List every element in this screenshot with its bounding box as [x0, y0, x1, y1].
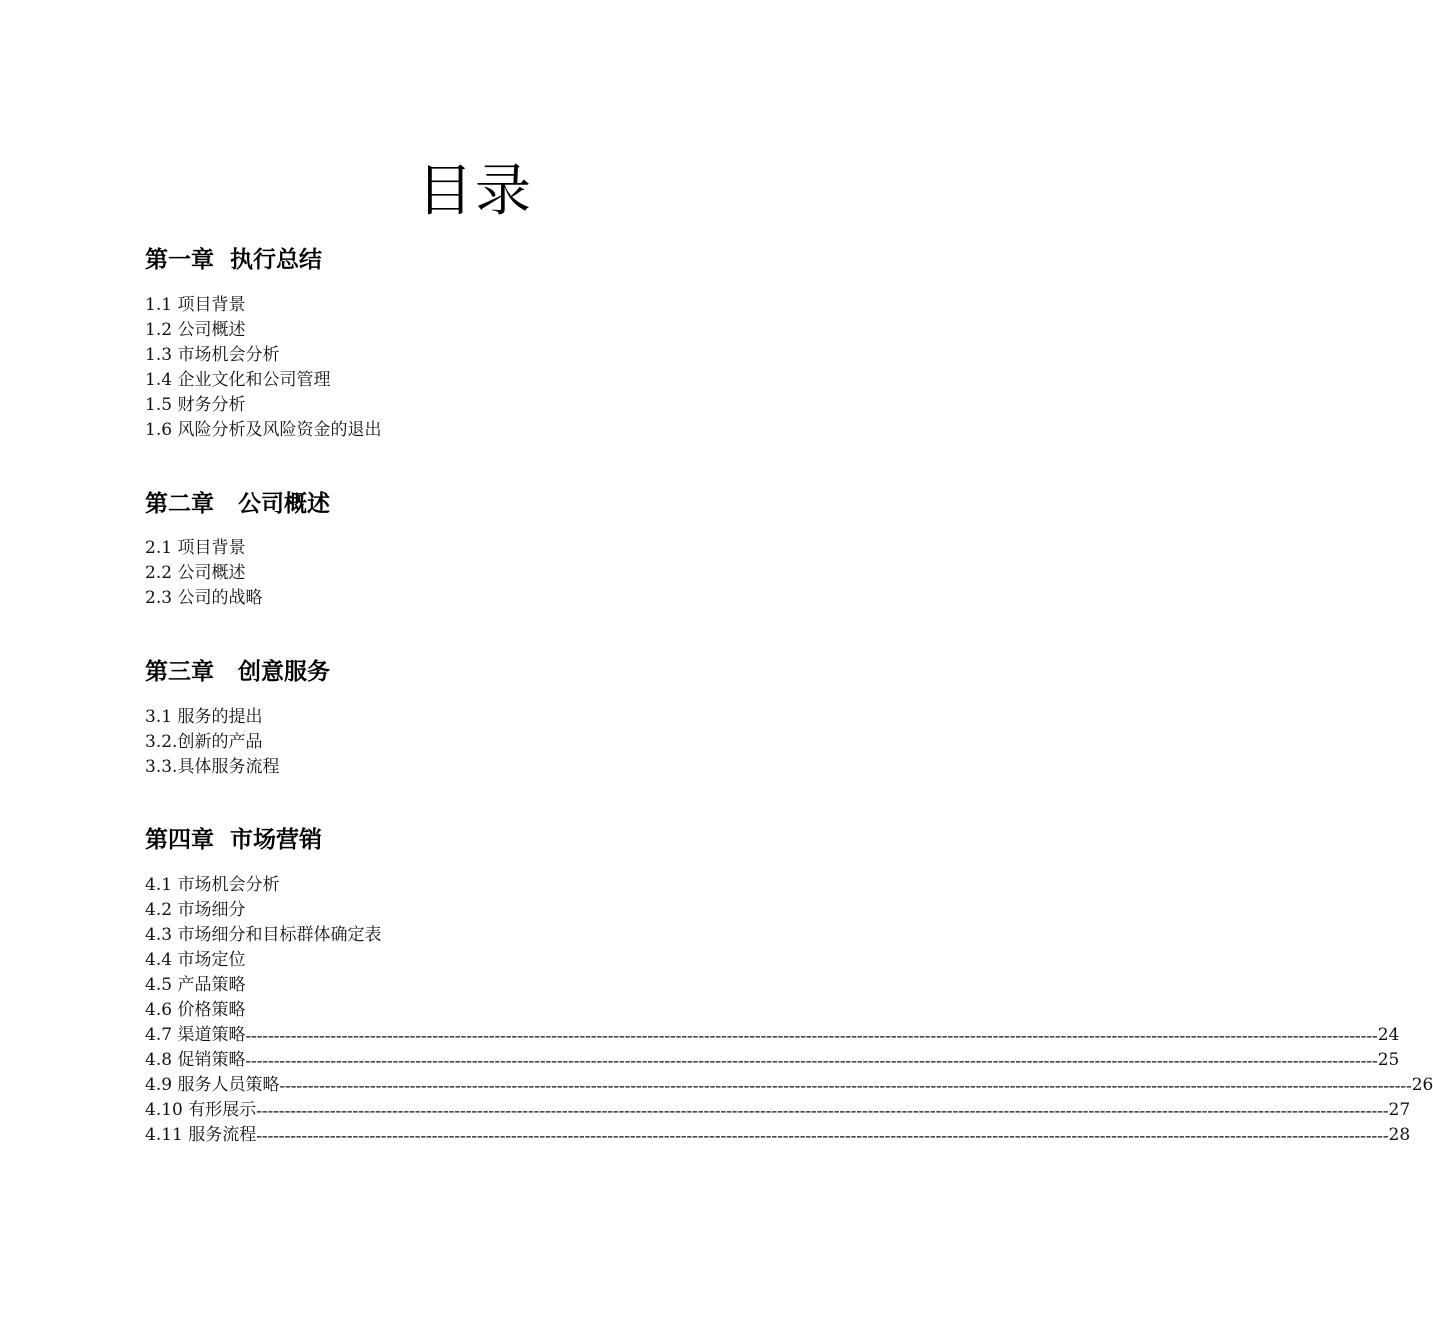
- chapter-items: [145, 293, 381, 443]
- toc-page-number: 25: [1377, 1050, 1400, 1070]
- toc-item[interactable]: 2.3 公司的战略: [145, 588, 263, 608]
- toc-item[interactable]: [145, 1073, 1433, 1098]
- toc-item[interactable]: 4.1 市场机会分析: [145, 875, 280, 895]
- chapter-items: [145, 536, 262, 611]
- toc-item-label: 4.10 有形展示: [145, 1100, 257, 1120]
- toc-item-label: 4.7 渠道策略: [145, 1025, 246, 1045]
- toc-item[interactable]: 3.2.创新的产品: [145, 732, 263, 752]
- chapter-heading: 第四章 市场营销: [145, 827, 323, 853]
- toc-item[interactable]: 1.5 财务分析: [145, 395, 246, 415]
- chapter-heading: 第一章 执行总结: [145, 247, 323, 273]
- toc-page-number: 26: [1411, 1075, 1433, 1095]
- toc-item[interactable]: 1.2 公司概述: [145, 320, 246, 340]
- toc-item[interactable]: [145, 1123, 1411, 1148]
- toc-item-label: 4.11 服务流程: [145, 1125, 257, 1145]
- toc-item[interactable]: 4.4 市场定位: [145, 950, 246, 970]
- chapter-heading: 第二章 公司概述: [145, 491, 331, 517]
- toc-item[interactable]: 1.6 风险分析及风险资金的退出: [145, 420, 382, 440]
- page-title: 目录: [417, 159, 533, 224]
- toc-item[interactable]: 1.4 企业文化和公司管理: [145, 370, 331, 390]
- toc-item[interactable]: 4.3 市场细分和目标群体确定表: [145, 925, 382, 945]
- toc-item[interactable]: 1.3 市场机会分析: [145, 345, 280, 365]
- chapter-items: [145, 705, 279, 780]
- toc-item[interactable]: 3.3.具体服务流程: [145, 757, 280, 777]
- toc-item[interactable]: 2.1 项目背景: [145, 538, 246, 558]
- toc-item[interactable]: 2.2 公司概述: [145, 563, 246, 583]
- toc-page-number: 27: [1388, 1100, 1411, 1120]
- dash-leader: --------------------------------------------------------------------------------------------------------------------------------------------------------------------------------------------------------: [245, 1026, 1378, 1045]
- dash-leader: --------------------------------------------------------------------------------------------------------------------------------------------------------------------------------------------------------: [279, 1076, 1412, 1095]
- toc-page-number: 28: [1388, 1125, 1411, 1145]
- toc-item[interactable]: [145, 1048, 1400, 1073]
- toc-item[interactable]: [145, 1098, 1411, 1123]
- toc-item[interactable]: [145, 1023, 1400, 1048]
- chapter-heading: 第三章 创意服务: [145, 659, 331, 685]
- dash-leader: --------------------------------------------------------------------------------------------------------------------------------------------------------------------------------------------------------: [245, 1051, 1378, 1070]
- toc-item[interactable]: 4.5 产品策略: [145, 975, 246, 995]
- chapter-items: [145, 873, 1433, 1148]
- toc-page-number: 24: [1377, 1025, 1400, 1045]
- toc-item-label: 4.9 服务人员策略: [145, 1075, 280, 1095]
- toc-item[interactable]: 3.1 服务的提出: [145, 707, 263, 727]
- dash-leader: --------------------------------------------------------------------------------------------------------------------------------------------------------------------------------------------------------: [256, 1126, 1389, 1145]
- dash-leader: --------------------------------------------------------------------------------------------------------------------------------------------------------------------------------------------------------: [256, 1101, 1389, 1120]
- toc-item[interactable]: 1.1 项目背景: [145, 295, 246, 315]
- toc-item[interactable]: 4.2 市场细分: [145, 900, 246, 920]
- toc-item-label: 4.8 促销策略: [145, 1050, 246, 1070]
- toc-item[interactable]: 4.6 价格策略: [145, 1000, 246, 1020]
